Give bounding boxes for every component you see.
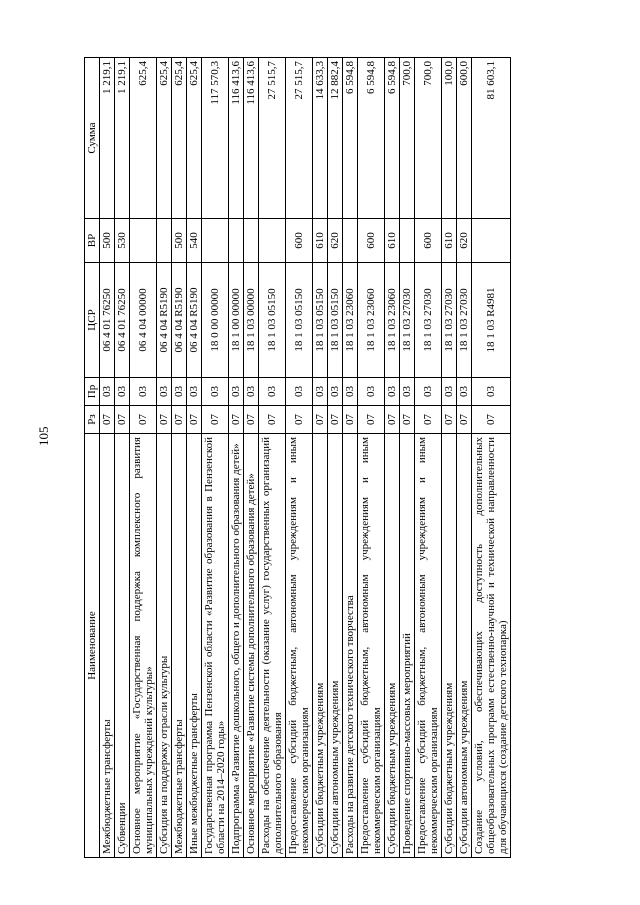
table-row: [259, 58, 286, 858]
table-row: [244, 58, 259, 858]
cell-csr: 06 4 04 00000: [130, 263, 157, 378]
cell-name: Субсидия на поддержку отрасли культуры: [157, 434, 172, 858]
cell-rz: 07: [157, 406, 172, 434]
cell-csr: 18 1 03 00000: [244, 263, 259, 378]
table-header-row: [85, 58, 100, 858]
cell-sum: 625,4: [157, 58, 172, 219]
header-name: Наименование: [85, 434, 100, 858]
cell-csr: 06 4 04 R5190: [187, 263, 202, 378]
cell-sum: 625,4: [187, 58, 202, 219]
cell-sum: 1 219,1: [100, 58, 115, 219]
cell-rz: 07: [313, 406, 328, 434]
cell-vr: 500: [172, 219, 187, 263]
table-row: [343, 58, 358, 858]
cell-name: Проведение спортивно-массовых мероприятий: [400, 434, 415, 858]
cell-csr: 18 1 00 00000: [229, 263, 244, 378]
header-rz: Рз: [85, 406, 100, 434]
cell-csr: 18 1 03 27030: [442, 263, 457, 378]
cell-sum: 116 413,6: [244, 58, 259, 219]
cell-name: Подпрограмма «Развитие дошкольного, общего и дополнительного образования детей»: [229, 434, 244, 858]
table-row: [172, 58, 187, 858]
table-row: [400, 58, 415, 858]
table-row: [187, 58, 202, 858]
cell-pr: 03: [472, 378, 511, 406]
cell-pr: 03: [313, 378, 328, 406]
rotated-page-content: [84, 58, 511, 858]
cell-rz: 07: [343, 406, 358, 434]
cell-vr: 610: [385, 219, 400, 263]
cell-sum: 625,4: [130, 58, 157, 219]
cell-pr: 03: [244, 378, 259, 406]
table-row: [415, 58, 442, 858]
cell-vr: 600: [286, 219, 313, 263]
cell-vr: [259, 219, 286, 263]
header-sum: Сумма: [85, 58, 100, 219]
cell-csr: 06 4 01 76250: [115, 263, 130, 378]
cell-pr: 03: [442, 378, 457, 406]
cell-sum: 27 515,7: [286, 58, 313, 219]
cell-vr: [244, 219, 259, 263]
cell-pr: 03: [400, 378, 415, 406]
cell-name: Расходы на развитие детского технического творчества: [343, 434, 358, 858]
cell-rz: 07: [472, 406, 511, 434]
cell-sum: 6 594,8: [343, 58, 358, 219]
cell-name: Межбюджетные трансферты: [100, 434, 115, 858]
cell-pr: 03: [328, 378, 343, 406]
cell-rz: 07: [100, 406, 115, 434]
cell-vr: [157, 219, 172, 263]
cell-name: Субсидии бюджетным учреждениям: [385, 434, 400, 858]
cell-sum: 700,0: [400, 58, 415, 219]
cell-csr: 06 4 01 76250: [100, 263, 115, 378]
cell-rz: 07: [415, 406, 442, 434]
cell-csr: 18 1 03 23060: [343, 263, 358, 378]
cell-rz: 07: [442, 406, 457, 434]
table-row: [115, 58, 130, 858]
cell-rz: 07: [457, 406, 472, 434]
cell-pr: 03: [457, 378, 472, 406]
cell-csr: 06 4 04 R5190: [157, 263, 172, 378]
cell-rz: 07: [328, 406, 343, 434]
cell-vr: 620: [457, 219, 472, 263]
cell-name: Предоставление субсидий бюджетным, автономным учреждениям и иным некоммерческим организациям: [286, 434, 313, 858]
cell-rz: 07: [385, 406, 400, 434]
cell-pr: 03: [343, 378, 358, 406]
cell-name: Основное мероприятие «Развитие системы дополнительного образования детей»: [244, 434, 259, 858]
cell-csr: 18 1 03 05150: [313, 263, 328, 378]
cell-pr: 03: [115, 378, 130, 406]
cell-csr: 18 0 00 00000: [202, 263, 229, 378]
cell-csr: 18 1 03 27030: [457, 263, 472, 378]
cell-sum: 1 219,1: [115, 58, 130, 219]
cell-vr: 610: [442, 219, 457, 263]
header-vr: ВР: [85, 219, 100, 263]
table-row: [130, 58, 157, 858]
cell-sum: 116 413,6: [229, 58, 244, 219]
cell-rz: 07: [358, 406, 385, 434]
cell-sum: 600,0: [457, 58, 472, 219]
cell-sum: 700,0: [415, 58, 442, 219]
cell-pr: 03: [130, 378, 157, 406]
cell-vr: [400, 219, 415, 263]
cell-csr: 18 1 03 05150: [328, 263, 343, 378]
cell-vr: 540: [187, 219, 202, 263]
cell-pr: 03: [172, 378, 187, 406]
cell-sum: 6 594,8: [385, 58, 400, 219]
table-row: [328, 58, 343, 858]
cell-sum: 81 603,1: [472, 58, 511, 219]
cell-rz: 07: [202, 406, 229, 434]
cell-csr: 18 1 03 23060: [385, 263, 400, 378]
cell-sum: 117 570,3: [202, 58, 229, 219]
cell-name: Субсидии бюджетным учреждениям: [313, 434, 328, 858]
cell-pr: 03: [157, 378, 172, 406]
cell-sum: 100,0: [442, 58, 457, 219]
cell-pr: 03: [259, 378, 286, 406]
cell-vr: [343, 219, 358, 263]
cell-vr: 620: [328, 219, 343, 263]
cell-rz: 07: [187, 406, 202, 434]
cell-rz: 07: [244, 406, 259, 434]
header-pr: Пр: [85, 378, 100, 406]
cell-vr: 600: [415, 219, 442, 263]
budget-table: [84, 57, 511, 858]
cell-pr: 03: [385, 378, 400, 406]
table-body: [100, 58, 511, 858]
cell-name: Субсидии бюджетным учреждениям: [442, 434, 457, 858]
page-number: 105: [36, 426, 51, 446]
cell-sum: 27 515,7: [259, 58, 286, 219]
cell-vr: [202, 219, 229, 263]
header-csr: ЦСР: [85, 263, 100, 378]
cell-csr: 18 1 03 05150: [259, 263, 286, 378]
cell-csr: 06 4 04 R5190: [172, 263, 187, 378]
cell-rz: 07: [229, 406, 244, 434]
cell-vr: 610: [313, 219, 328, 263]
cell-name: Предоставление субсидий бюджетным, автономным учреждениям и иным некоммерческим организациям: [358, 434, 385, 858]
cell-sum: 14 633,3: [313, 58, 328, 219]
cell-name: Субвенции: [115, 434, 130, 858]
cell-vr: 600: [358, 219, 385, 263]
table-row: [313, 58, 328, 858]
cell-vr: [472, 219, 511, 263]
table-row: [157, 58, 172, 858]
cell-vr: [229, 219, 244, 263]
cell-name: Государственная программа Пензенской области «Развитие образования в Пензенской области на 2014–2020 годы»: [202, 434, 229, 858]
cell-name: Основное мероприятие «Государственная поддержка комплексного развития муниципальных учреждений культуры»: [130, 434, 157, 858]
cell-name: Иные межбюджетные трансферты: [187, 434, 202, 858]
cell-csr: 18 1 03 R4981: [472, 263, 511, 378]
cell-pr: 03: [415, 378, 442, 406]
table-row: [202, 58, 229, 858]
cell-name: Субсидии автономным учреждениям: [457, 434, 472, 858]
cell-pr: 03: [358, 378, 385, 406]
cell-csr: 18 1 03 27030: [400, 263, 415, 378]
cell-pr: 03: [229, 378, 244, 406]
cell-sum: 12 882,4: [328, 58, 343, 219]
cell-vr: 530: [115, 219, 130, 263]
table-row: [229, 58, 244, 858]
cell-sum: 6 594,8: [358, 58, 385, 219]
table-row: [286, 58, 313, 858]
cell-rz: 07: [115, 406, 130, 434]
cell-vr: [130, 219, 157, 263]
cell-name: Предоставление субсидий бюджетным, автономным учреждениям и иным некоммерческим организациям: [415, 434, 442, 858]
cell-name: Субсидии автономным учреждениям: [328, 434, 343, 858]
table-row: [442, 58, 457, 858]
cell-csr: 18 1 03 27030: [415, 263, 442, 378]
cell-pr: 03: [100, 378, 115, 406]
cell-name: Расходы на обеспечение деятельности (оказание услуг) государственных организаций дополнительного образования: [259, 434, 286, 858]
cell-rz: 07: [400, 406, 415, 434]
table-row: [100, 58, 115, 858]
cell-pr: 03: [286, 378, 313, 406]
cell-rz: 07: [172, 406, 187, 434]
table-row: [472, 58, 511, 858]
cell-rz: 07: [130, 406, 157, 434]
table-row: [385, 58, 400, 858]
cell-csr: 18 1 03 05150: [286, 263, 313, 378]
cell-pr: 03: [202, 378, 229, 406]
cell-name: Межбюджетные трансферты: [172, 434, 187, 858]
cell-rz: 07: [286, 406, 313, 434]
cell-csr: 18 1 03 23060: [358, 263, 385, 378]
cell-name: Создание условий, обеспечивающих доступность дополнительных общеобразовательных программ естественно-научной и технической направленности для обучающихся (создание детского технопарка): [472, 434, 511, 858]
table-row: [457, 58, 472, 858]
cell-sum: 625,4: [172, 58, 187, 219]
cell-pr: 03: [187, 378, 202, 406]
cell-vr: 500: [100, 219, 115, 263]
table-row: [358, 58, 385, 858]
cell-rz: 07: [259, 406, 286, 434]
